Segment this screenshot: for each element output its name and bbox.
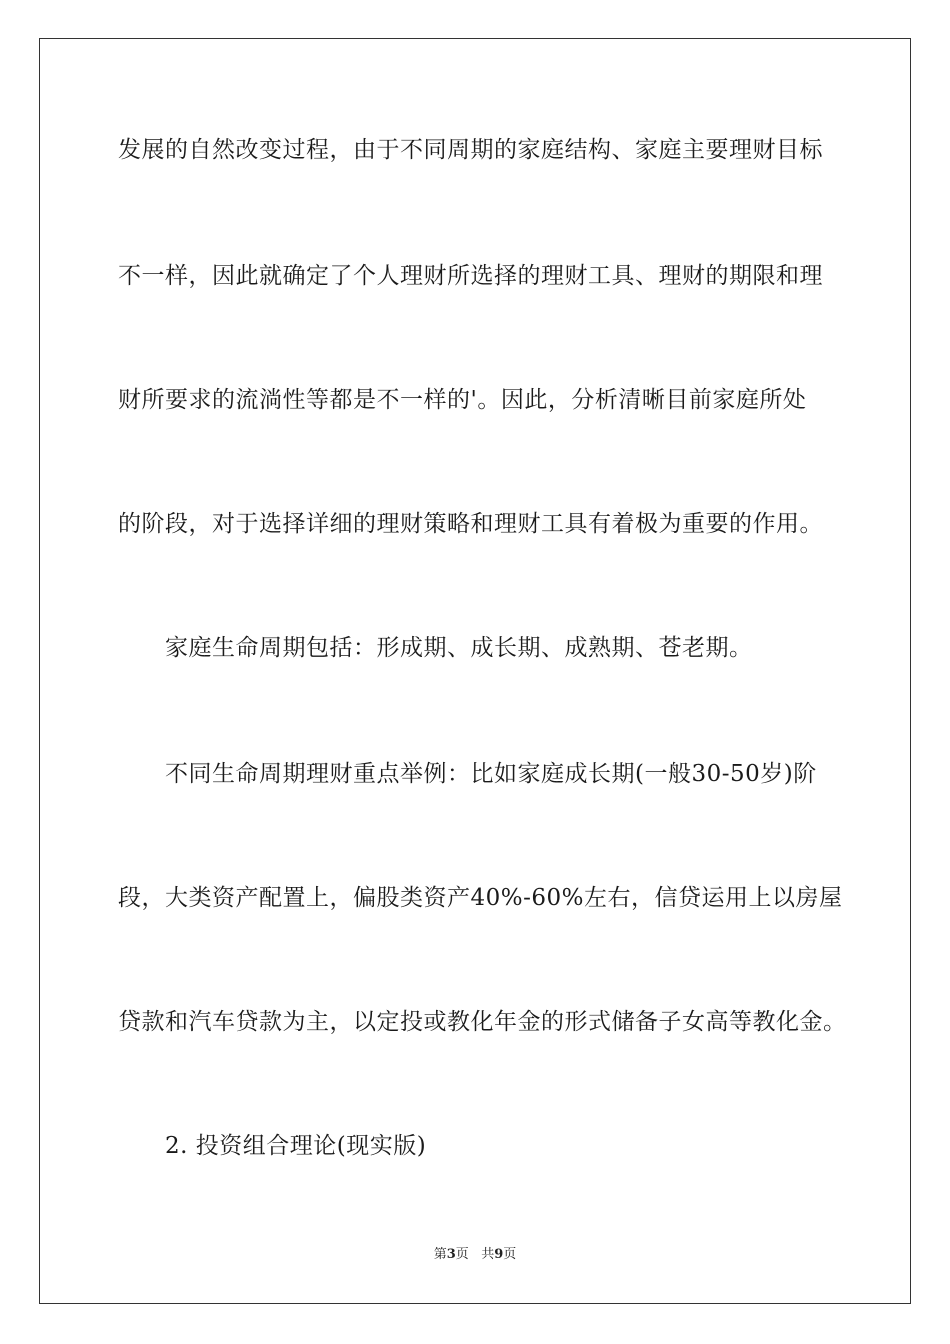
page-footer <box>0 1246 950 1264</box>
body-text-line: 发展的自然改变过程，由于不同周期的家庭结构、家庭主要理财目标 <box>118 137 823 163</box>
body-text-line: 不一样，因此就确定了个人理财所选择的理财工具、理财的期限和理 <box>118 263 823 289</box>
footer-current-page: 3 <box>446 1247 456 1262</box>
section-heading: 2. 投资组合理论(现实版) <box>165 1133 427 1159</box>
body-text-line: 段，大类资产配置上，偏股类资产40%-60%左右，信贷运用上以房屋 <box>118 885 843 911</box>
footer-mid: 页 共 <box>455 1247 495 1262</box>
paragraph-line: 不同生命周期理财重点举例：比如家庭成长期(一般30-50岁)阶 <box>165 761 817 787</box>
page-frame <box>39 38 911 1304</box>
body-text-line: 财所要求的流淌性等都是不一样的'。因此，分析清晰目前家庭所处 <box>118 387 807 413</box>
footer-suffix: 页 <box>503 1247 517 1262</box>
paragraph-line: 家庭生命周期包括：形成期、成长期、成熟期、苍老期。 <box>165 635 753 661</box>
footer-prefix: 第 <box>433 1247 447 1262</box>
footer-total-pages: 9 <box>494 1247 504 1262</box>
body-text-line: 的阶段，对于选择详细的理财策略和理财工具有着极为重要的作用。 <box>118 511 823 537</box>
body-text-line: 贷款和汽车贷款为主，以定投或教化年金的形式储备子女高等教化金。 <box>118 1009 847 1035</box>
